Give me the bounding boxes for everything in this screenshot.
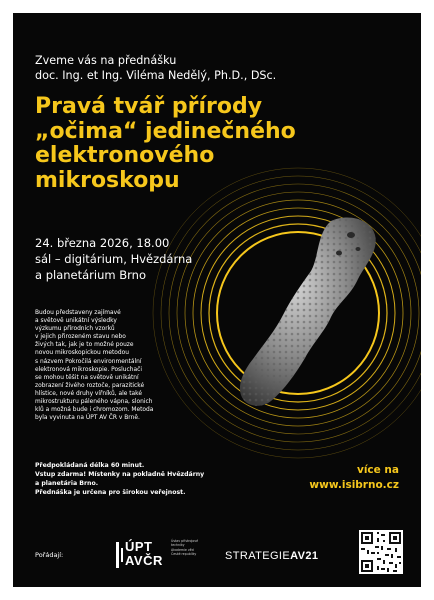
event-date-time: 24. března 2026, 18.00 (35, 236, 170, 250)
description-line: se mohou těšit na světově unikátní (35, 374, 139, 381)
invitation-line: Zveme vás na přednášku (35, 54, 177, 67)
more-info-label: více na (356, 464, 399, 476)
qr-code-icon (359, 530, 403, 574)
more-info (309, 463, 399, 493)
upt-logo-name (125, 540, 163, 568)
description-line: Budou představeny zajímavé (35, 310, 121, 316)
description-line: živých tak, jak je to možné pouze (35, 342, 134, 349)
upt-desc-line: Akademie věd (171, 547, 194, 552)
event-info (35, 235, 192, 283)
specimen-image (240, 217, 376, 405)
practical-notes (35, 461, 255, 497)
description-line: mikrostrukturu páleného vápna, slonich (35, 399, 153, 406)
description-line: elektronová mikroskopie. Posluchači (35, 366, 142, 373)
upt-logo (115, 537, 215, 573)
description-line: hlístice, nové druhy vířníků, ale také (35, 390, 142, 397)
upt-desc-line: Ústav přístrojové (171, 539, 199, 543)
duration-note: Předpokládaná délka 60 minut. (35, 462, 145, 469)
audience-note: Přednáška je určena pro širokou veřejnost. (35, 489, 186, 496)
strategie-text: STRATEGIE (225, 550, 291, 562)
entry-note: Vstup zdarma! Místenky na pokladně Hvězdárny (35, 471, 205, 478)
description-line: novou mikroskopickou metodou (35, 350, 129, 357)
title-line: „očima“ jedinečného (35, 118, 296, 144)
footer (13, 521, 421, 587)
title-line: mikroskopu (35, 167, 180, 193)
poster (13, 13, 421, 587)
description-line: výzkumu přírodních vzorků (35, 326, 115, 333)
qr-code[interactable] (359, 530, 403, 574)
strategie-text-bold: AV21 (290, 550, 319, 562)
speaker-name: doc. Ing. et Ing. Viléma Nedělý, Ph.D., DSc. (35, 69, 277, 82)
description-line: zobrazení živého roztoče, parazitické (35, 382, 145, 389)
strategie-av21-logo (225, 550, 318, 562)
upt-line: AVČR (125, 553, 163, 568)
upt-line: ÚPT (125, 539, 153, 554)
upt-desc-line: České republiky (171, 551, 197, 556)
entry-note: a planetária Brno. (35, 480, 99, 487)
invitation (35, 53, 276, 83)
title-line: Pravá tvář přírody (35, 94, 263, 119)
event-venue: sál – digitárium, Hvězdárna (35, 252, 193, 266)
lecture-title (35, 95, 335, 193)
upt-logo-icon (115, 540, 125, 570)
event-venue: a planetárium Brno (35, 268, 146, 282)
description-line: v jejich přirozeném stavu nebo (35, 334, 126, 341)
upt-logo-description (171, 539, 215, 556)
title-line: elektronového (35, 143, 215, 168)
website-link[interactable]: www.isibrno.cz (309, 479, 399, 491)
description-line: a světově unikátní výsledky (35, 318, 117, 325)
description-line: byla vyvinuta na ÚPT AV ČR v Brně. (35, 415, 140, 422)
description-line: s názvem Pokročilá environmentální (35, 358, 142, 365)
organizers-label: Pořádají: (35, 551, 64, 559)
description-line: klů a možná bude i chromozom. Metoda (35, 407, 154, 414)
lecture-description (35, 309, 193, 422)
upt-desc-line: techniky (171, 543, 185, 548)
